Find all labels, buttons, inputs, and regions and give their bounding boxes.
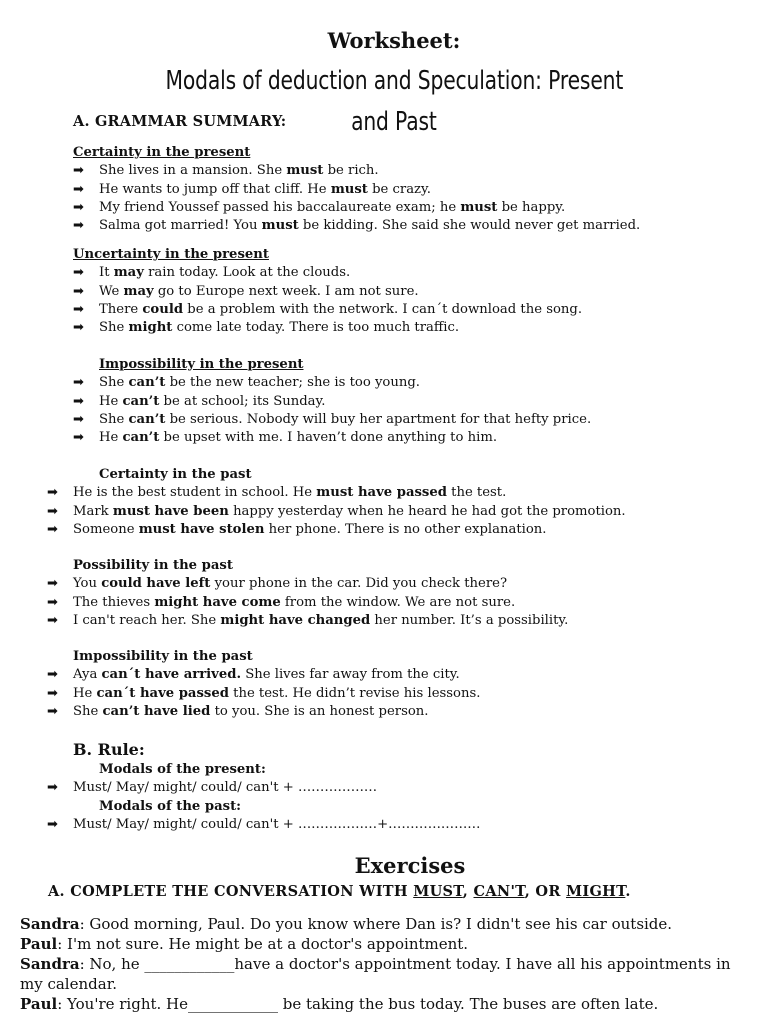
instruction-sep: , [462,883,474,900]
list-item [73,162,640,180]
modal-phrase: can´t have arrived. [101,667,242,683]
group-heading: Impossibility in the past [73,649,253,664]
item-text: I can't reach her. She [73,612,221,628]
dialog-text: : No, he ____________have a doctor's appointment today. I have all his appointments in my calendar. [20,955,731,993]
item-text: She lives far away from the city. [241,667,460,683]
arrow-bullet-icon: ➡ [47,816,58,832]
speaker: Sandra [20,955,80,973]
item-text: happy yesterday when he heard he had got the promotion. [228,503,626,519]
item-text: her number. It’s a possibility. [370,612,569,628]
item-text: Someone [73,521,139,537]
item-text: She [99,375,129,391]
modal-phrase: can’t have lied [102,703,211,719]
item-text: be rich. [323,163,379,179]
item-text: your phone in the car. Did you check there? [210,576,508,592]
modal-phrase: might have come [154,594,281,610]
item-text: He [99,430,123,446]
arrow-bullet-icon: ➡ [47,485,58,501]
exercises-title: Exercises [354,853,466,878]
group-uncertainty-present [73,246,582,337]
item-text: She [99,320,129,336]
modal-phrase: must have been [112,503,229,519]
list-item [47,503,626,521]
rule-present-heading: Modals of the present: [99,762,266,777]
item-text: Mark [73,503,113,519]
group-certainty-past [47,466,626,539]
item-text: He is the best student in school. He [73,485,317,501]
arrow-bullet-icon: ➡ [47,576,58,592]
list-item [47,666,480,684]
modal-phrase: must [261,218,299,234]
item-text: There [99,301,143,317]
group-impossibility-past [47,648,480,721]
arrow-bullet-icon: ➡ [47,780,58,796]
list-item [73,301,583,319]
section-a-heading: A. GRAMMAR SUMMARY: [73,113,287,130]
item-text: from the window. We are not sure. [280,594,516,610]
group-heading: Uncertainty in the present [73,247,269,262]
item-text: He [99,393,123,409]
arrow-bullet-icon: ➡ [73,375,84,391]
item-text: be the new teacher; she is too young. [165,375,420,391]
arrow-bullet-icon: ➡ [73,411,84,427]
item-text: be kidding. She said she would never get married. [298,218,641,234]
dialog-line [20,954,750,994]
list-item [73,319,582,337]
item-text: It [99,265,114,281]
dialog-line [20,914,750,934]
list-item [47,779,480,797]
item-text: to you. She is an honest person. [210,703,429,719]
modal-phrase: might have changed [220,612,371,628]
item-text: We [99,283,124,299]
list-item [73,264,582,282]
group-certainty-present [73,144,640,235]
rule-past-heading: Modals of the past: [99,798,242,814]
arrow-bullet-icon: ➡ [47,703,58,719]
item-text: be crazy. [367,181,431,197]
item-text: She lives in a mansion. She [99,163,287,179]
modal-phrase: can´t have passed [96,685,229,701]
rule-past-line: Must/ May/ might/ could/ can't + ………………+………………… [73,816,481,832]
modal-phrase: must [286,163,324,179]
group-heading: Impossibility in the present [99,357,304,372]
word-cant: CAN'T [473,883,525,900]
list-item [73,411,592,429]
item-text: the test. He didn’t revise his lessons. [228,685,481,701]
item-text: come late today. There is too much traffic. [172,320,460,336]
arrow-bullet-icon: ➡ [73,265,84,281]
list-item [73,283,582,301]
item-text: be serious. Nobody will buy her apartment for that hefty price. [165,411,592,427]
list-item [47,685,481,703]
dialog-line [20,934,750,954]
modal-phrase: can’t [122,430,160,446]
exercise-a-instruction [48,883,631,900]
dialog-line [20,994,750,1014]
arrow-bullet-icon: ➡ [47,521,58,537]
modal-phrase: must have passed [316,485,447,501]
list-item [47,521,626,539]
modal-phrase: may [123,283,154,299]
dialog-text: : I'm not sure. He might be at a doctor's appointment. [57,935,469,953]
arrow-bullet-icon: ➡ [73,283,84,299]
instruction-sep: , OR [524,883,567,900]
arrow-bullet-icon: ➡ [47,667,58,683]
speaker: Sandra [20,915,80,933]
word-must: MUST [413,883,463,900]
item-text: My friend Youssef passed his baccalaureate exam; he [99,199,461,215]
list-item [47,575,568,593]
arrow-bullet-icon: ➡ [73,163,84,179]
item-text: be a problem with the network. I can´t download the song. [183,301,583,317]
list-item [47,612,569,630]
arrow-bullet-icon: ➡ [47,685,58,701]
arrow-bullet-icon: ➡ [73,218,84,234]
modal-phrase: can’t [122,393,160,409]
item-text: go to Europe next week. I am not sure. [153,283,419,299]
item-text: She [99,411,129,427]
arrow-bullet-icon: ➡ [73,181,84,197]
item-text: the test. [446,485,507,501]
item-text: Aya [73,667,102,683]
modal-phrase: may [113,265,144,281]
list-item [73,199,640,217]
group-heading: Certainty in the present [73,145,251,160]
modal-phrase: can’t [128,411,166,427]
arrow-bullet-icon: ➡ [47,594,58,610]
item-text: be at school; its Sunday. [159,393,326,409]
list-item [73,217,641,235]
list-item [73,429,591,447]
list-item [73,181,640,199]
speaker: Paul [20,995,58,1013]
list-item [73,393,591,411]
modal-phrase: must [330,181,368,197]
list-item [47,484,626,502]
arrow-bullet-icon: ➡ [47,503,58,519]
title-lead: Worksheet: [327,28,461,53]
group-heading: Possibility in the past [73,558,233,573]
modal-phrase: can’t [128,375,166,391]
list-item [47,594,568,612]
rule-present-line: Must/ May/ might/ could/ can't + ……………… [73,780,378,796]
list-item [73,374,591,392]
item-text: rain today. Look at the clouds. [143,265,351,281]
arrow-bullet-icon: ➡ [73,199,84,215]
modal-phrase: must [460,199,498,215]
group-impossibility-present [73,356,591,447]
speaker: Paul [20,935,58,953]
title-main-line2: and Past [351,107,437,137]
item-text: The thieves [73,594,155,610]
item-text: be happy. [497,199,566,215]
dialog-text: : You're right. He____________ be taking the bus today. The buses are often late. [57,995,659,1013]
item-text: She [73,703,103,719]
item-text: be upset with me. I haven’t done anything to him. [159,430,498,446]
group-possibility-past [47,557,568,630]
word-might: MIGHT [566,883,626,900]
arrow-bullet-icon: ➡ [73,301,84,317]
modal-phrase: could have left [101,576,211,592]
list-item [47,816,481,834]
modal-phrase: must have stolen [138,521,265,537]
conversation [20,914,750,1014]
arrow-bullet-icon: ➡ [73,430,84,446]
item-text: He wants to jump off that cliff. He [99,181,331,197]
title-main-line1: Modals of deduction and Speculation: Present [165,66,623,96]
arrow-bullet-icon: ➡ [47,612,58,628]
modal-phrase: could [142,301,184,317]
dialog-text: : Good morning, Paul. Do you know where Dan is? I didn't see his car outside. [79,915,673,933]
item-text: her phone. There is no other explanation. [264,521,547,537]
arrow-bullet-icon: ➡ [73,320,84,336]
group-heading: Certainty in the past [99,467,252,482]
item-text: Salma got married! You [99,218,262,234]
arrow-bullet-icon: ➡ [73,393,84,409]
instruction-end: . [625,883,631,900]
instruction-text: A. COMPLETE THE CONVERSATION WITH [48,883,414,900]
rule-block [47,761,480,834]
item-text: He [73,685,97,701]
item-text: You [73,576,102,592]
list-item [47,703,480,721]
rule-heading: B. Rule: [73,740,145,759]
modal-phrase: might [128,320,173,336]
